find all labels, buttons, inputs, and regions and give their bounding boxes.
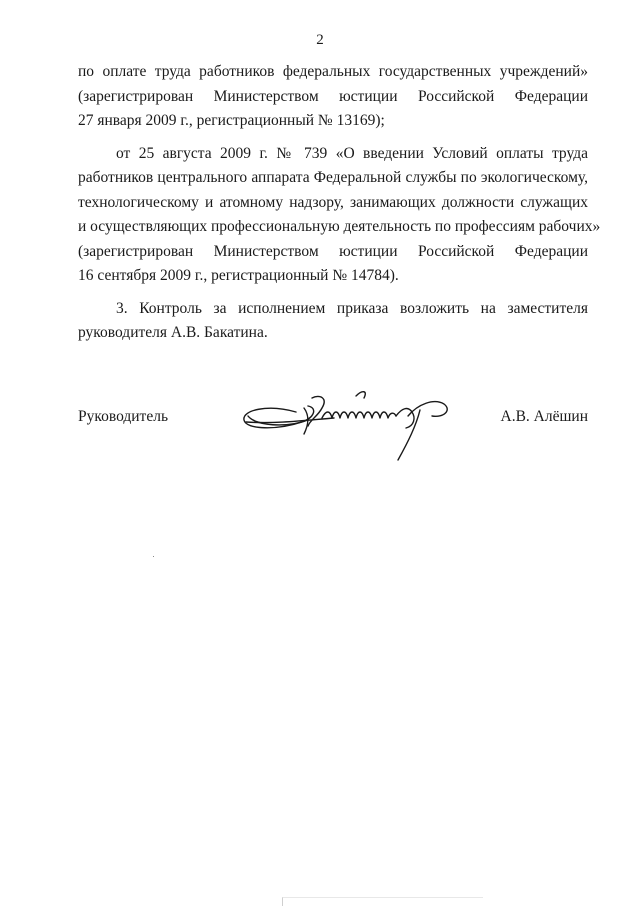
handwritten-signature (238, 386, 478, 466)
text-line: и осуществляющих профессиональную деятельность по профессиям рабочих» (78, 218, 601, 235)
text-line: руководителя А.В. Бакатина. (78, 324, 268, 341)
paragraph-order-739 (78, 142, 601, 289)
text-line: 3. Контроль за исполнением приказа возложить на заместителя (116, 299, 588, 317)
text-line: 16 сентября 2009 г., регистрационный № 14784). (78, 267, 399, 284)
text-line: работников центрального аппарата Федеральной службы по экологическому, (78, 169, 588, 186)
document-body (78, 60, 601, 346)
signatory-name: А.В. Алёшин (500, 408, 588, 425)
text-line: от 25 августа 2009 г. № 739 «О введении Условий оплаты труда (116, 144, 588, 162)
text-line: (зарегистрирован Министерством юстиции Российской Федерации (78, 87, 588, 105)
text-line: по оплате труда работников федеральных государственных учреждений» (78, 63, 588, 80)
signatory-role: Руководитель (78, 408, 169, 425)
text-line: технологическому и атомному надзору, занимающих должности служащих (78, 193, 588, 211)
page-number: 2 (316, 32, 324, 48)
paragraph-order-continuation (78, 60, 588, 134)
text-line: (зарегистрирован Министерством юстиции Российской Федерации (78, 242, 588, 260)
signature-block (78, 398, 588, 478)
scan-artifact-dot (153, 556, 154, 557)
text-line: 27 января 2009 г., регистрационный № 13169); (78, 112, 385, 129)
paragraph-control-clause (78, 297, 588, 346)
